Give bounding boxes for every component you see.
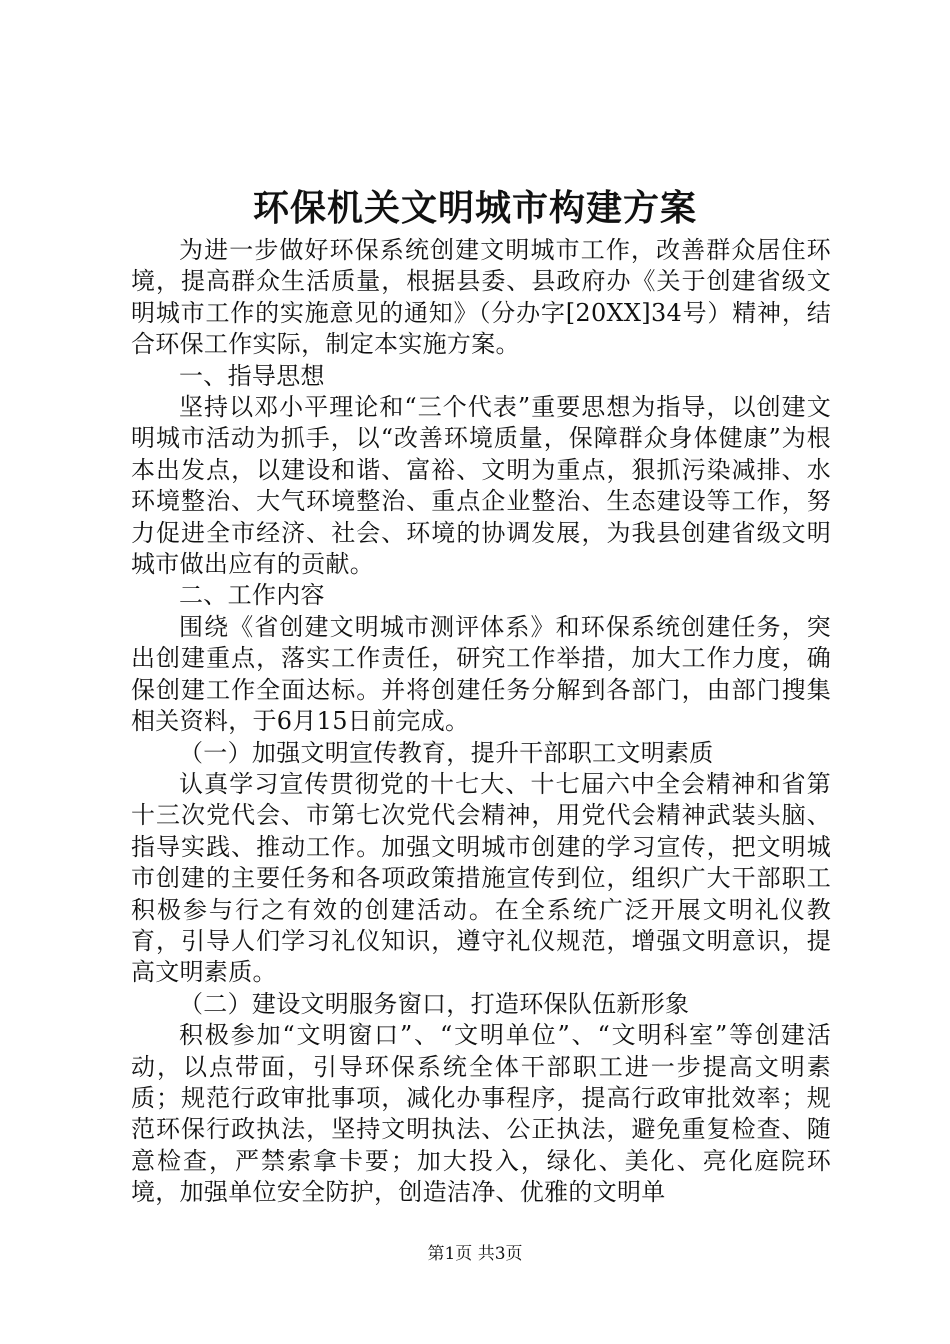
subsection-heading-1: （一）加强文明宣传教育，提升干部职工文明素质: [179, 738, 714, 767]
paragraph-guiding-thought: 坚持以邓小平理论和“三个代表”重要思想为指导，以创建文明城市活动为抓手，以“改善环境质量，保障群众身体健康”为根本出发点，以建设和谐、富裕、文明为重点，狠抓污染减排、水环境整治、大气环境整治、重点企业整治、生态建设等工作，努力促进全市经济、社会、环境的协调发展，为我县创建省级文明城市做出应有的贡献。: [131, 393, 831, 579]
paragraph-subsection-2: 积极参加“文明窗口”、“文明单位”、“文明科室”等创建活动，以点带面，引导环保系统全体干部职工进一步提高文明素质；规范行政审批事项，减化办事程序，提高行政审批效率；规范环保行政执法，坚持文明执法、公正执法，避免重复检查、随意检查，严禁索拿卡要；加大投入，绿化、美化、亮化庭院环境，加强单位安全防护，创造洁净、优雅的文明单: [131, 1021, 831, 1207]
paragraph-subsection-1: 认真学习宣传贯彻党的十七大、十七届六中全会精神和省第十三次党代会、市第七次党代会精神，用党代会精神武装头脑、指导实践、推动工作。加强文明城市创建的学习宣传，把文明城市创建的主要任务和各项政策措施宣传到位，组织广大干部职工积极参与行之有效的创建活动。在全系统广泛开展文明礼仪教育，引导人们学习礼仪知识，遵守礼仪规范，增强文明意识，提高文明素质。: [131, 769, 831, 987]
paragraph-intro: 为进一步做好环保系统创建文明城市工作，改善群众居住环境，提高群众生活质量，根据县委、县政府办《关于创建省级文明城市工作的实施意见的通知》（分办字[20XX]34号）精神，结合环保工作实际，制定本实施方案。: [131, 236, 831, 359]
subsection-heading-2: （二）建设文明服务窗口，打造环保队伍新形象: [179, 989, 690, 1018]
section-heading-guiding-thought: 一、指导思想: [179, 361, 325, 390]
document-title: 环保机关文明城市构建方案: [252, 187, 697, 229]
paragraph-work-content: 围绕《省创建文明城市测评体系》和环保系统创建任务，突出创建重点，落实工作责任，研究工作举措，加大工作力度，确保创建工作全面达标。并将创建任务分解到各部门，由部门搜集相关资料，于6月15日前完成。: [131, 612, 831, 736]
page-footer: 第1页 共3页: [427, 1244, 523, 1264]
section-heading-work-content: 二、工作内容: [179, 581, 325, 610]
document-body: [131, 235, 831, 1209]
